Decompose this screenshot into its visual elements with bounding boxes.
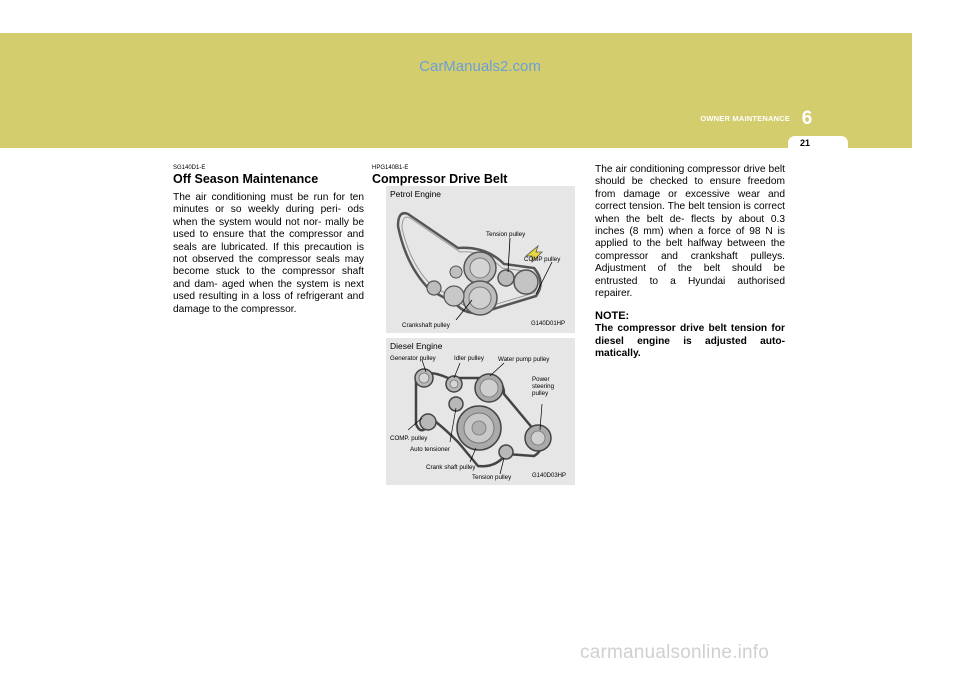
section-body: The air conditioning compressor drive belt should be checked to ensure freedom from damage or excessive wear and correct tension. The belt tension is correct when the belt de- flects by about 0.3 inches (8 mm) when a force of 98 N is applied to the belt halfway between the compressor and crankshaft pulleys. Adjustment of the belt should be entrusted to a Hyundai authorised repairer.	[595, 164, 785, 300]
figure-code: G140D03HP	[532, 473, 567, 479]
label-power-steering-pulley: Power steering pulley	[532, 376, 555, 397]
label-auto-tensioner: Auto tensioner	[410, 446, 450, 453]
figure-title: Diesel Engine	[390, 341, 443, 351]
section-code: HPG140B1-E	[372, 165, 409, 171]
label-crank-shaft-pulley: Crank shaft pulley	[426, 464, 476, 471]
note-title: NOTE:	[595, 310, 630, 323]
section-title: Compressor Drive Belt	[372, 172, 508, 186]
figure-code: G140D01HP	[531, 321, 566, 327]
section-code: SG140D1-E	[173, 165, 206, 171]
label-tension-pulley: Tension pulley	[486, 231, 526, 238]
figure-title: Petrol Engine	[390, 189, 442, 199]
section-title: Off Season Maintenance	[173, 172, 319, 186]
label-comp-pulley: COMP. pulley	[390, 435, 428, 442]
section-body: The air conditioning must be run for ten minutes or so weekly during peri- ods when the system would not nor- mally be used to ensure that the compressor and seals are lubricated. If this precaution is not observed the compressor seals may become stuck to the compressor shaft and dam- aged when the system is next used resulting in a loss of refrigerant and damage to the compressor.	[173, 192, 364, 315]
label-idler-pulley: Idler pulley	[454, 355, 484, 362]
chapter-number: 6	[801, 108, 813, 129]
diesel-engine-figure	[386, 338, 575, 485]
header-band	[0, 33, 912, 148]
section-belt-check	[595, 164, 785, 361]
page-number: 21	[799, 138, 810, 148]
label-crankshaft-pulley: Crankshaft pulley	[402, 322, 450, 329]
label-generator-pulley: Generator pulley	[390, 355, 436, 362]
section-off-season	[173, 165, 364, 316]
label-water-pump-pulley: Water pump pulley	[498, 356, 550, 363]
label-tension-pulley: Tension pulley	[472, 474, 512, 481]
note-body: The compressor drive belt tension for diesel engine is adjusted auto- matically.	[595, 323, 785, 360]
site-link[interactable]: CarManuals2.com	[419, 58, 541, 75]
petrol-engine-figure	[386, 186, 575, 333]
label-comp-pulley: COMP pulley	[524, 256, 561, 263]
footer-watermark: carmanualsonline.info	[580, 642, 770, 663]
chapter-label: OWNER MAINTENANCE	[700, 114, 790, 123]
